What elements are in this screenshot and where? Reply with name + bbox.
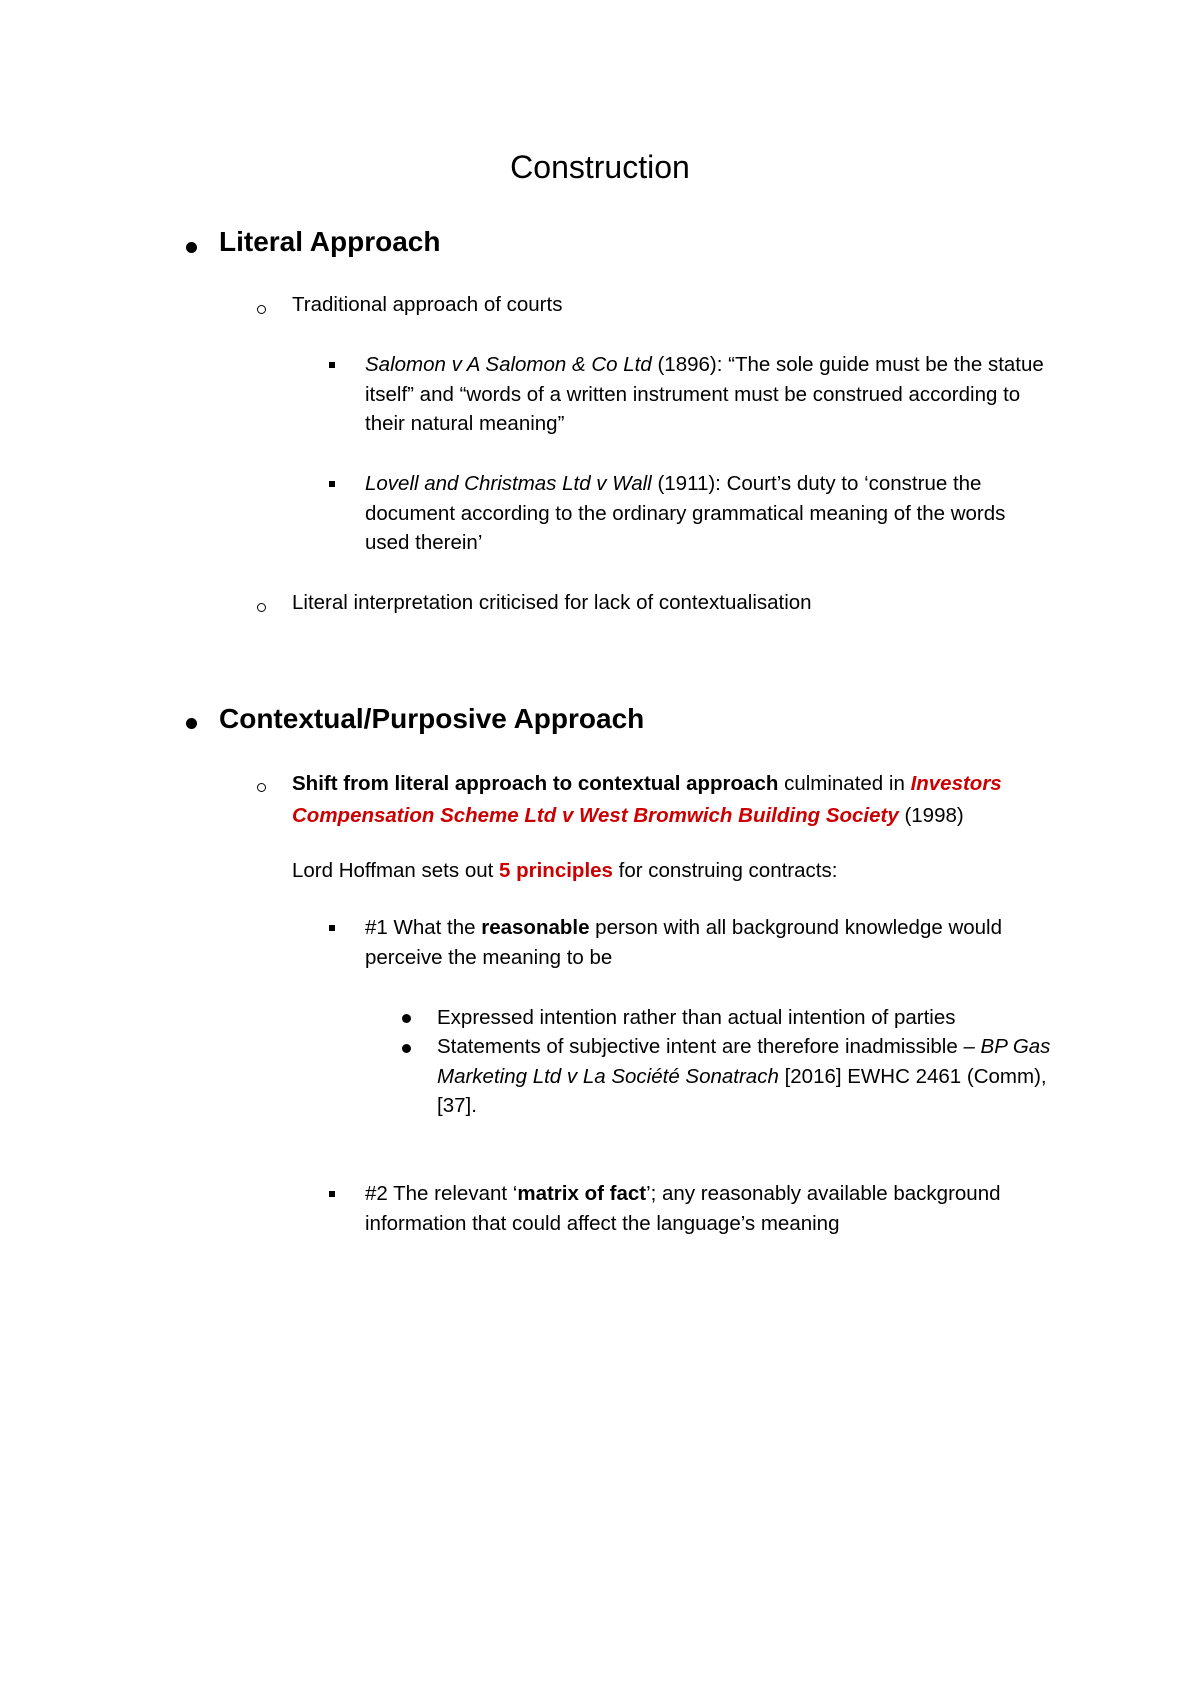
salomon-case-text: (1896): “The sole guide must be the statue itself” and “words of a written instrument must be construed according to their natural meaning” <box>365 353 1044 435</box>
bullet-dot-icon <box>186 718 197 729</box>
principle-2-item <box>365 1179 1065 1238</box>
bp-gas-case-name: – BP Gas Marketing Ltd v La Société Sonatrach <box>437 1035 1051 1088</box>
principle-2-pre: #2 The relevant ‘ <box>365 1182 518 1205</box>
bullet-dot-icon <box>402 1044 411 1053</box>
principle-1-sub-2 <box>437 1032 1052 1121</box>
salomon-case-name: Salomon v A Salomon & Co Ltd <box>365 353 652 376</box>
hoffman-pre-text: Lord Hoffman sets out <box>292 859 500 882</box>
heading-literal-approach: Literal Approach <box>219 226 441 257</box>
principle-1-pre: #1 What the <box>365 916 482 939</box>
shift-item <box>292 768 1062 832</box>
shift-year-text: (1998) <box>898 804 964 827</box>
literal-criticised-item: Literal interpretation criticised for lack of contextualisation <box>292 591 812 614</box>
bullet-dot-icon <box>402 1014 411 1023</box>
hoffman-principles-text: 5 principles <box>499 859 613 882</box>
lovell-case-item <box>365 469 1055 558</box>
shift-bold-text: Shift from literal approach to contextual approach <box>292 772 779 795</box>
principle-1-item <box>365 913 1065 972</box>
bullet-square-icon <box>329 1191 335 1197</box>
shift-mid-text: culminated in <box>778 772 911 795</box>
bullet-circle-icon <box>257 603 266 612</box>
principle-1-sub-2-text: Statements of subjective intent are therefore inadmissible <box>437 1035 958 1058</box>
principle-1-post: person with all background knowledge would perceive the meaning to be <box>365 916 1003 969</box>
lovell-case-name: Lovell and Christmas Ltd v Wall <box>365 472 652 495</box>
lovell-case-text: (1911): Court’s duty to ‘construe the document according to the ordinary grammatical meaning of the words used therein’ <box>365 472 1006 554</box>
bullet-circle-icon <box>257 305 266 314</box>
bullet-square-icon <box>329 481 335 487</box>
hoffman-post-text: for construing contracts: <box>612 859 838 882</box>
bullet-square-icon <box>329 925 335 931</box>
investors-case-name: Investors Compensation Scheme Ltd v West Bromwich Building Society <box>292 772 1002 827</box>
principle-1-sub-1: Expressed intention rather than actual intention of parties <box>437 1006 956 1029</box>
principle-2-post: ’; any reasonably available background information that could affect the language’s meaning <box>365 1182 1001 1235</box>
principle-1-bold: reasonable <box>481 916 590 939</box>
page-title: Construction <box>510 149 690 185</box>
bp-gas-citation: [2016] EWHC 2461 (Comm), [37]. <box>437 1064 1047 1117</box>
bullet-dot-icon <box>186 242 197 253</box>
bullet-square-icon <box>329 362 335 368</box>
heading-contextual-approach: Contextual/Purposive Approach <box>219 703 645 734</box>
salomon-case-item <box>365 350 1055 439</box>
literal-traditional-item: Traditional approach of courts <box>292 293 563 316</box>
hoffman-line <box>292 856 837 886</box>
bullet-circle-icon <box>257 783 266 792</box>
principle-2-bold: matrix of fact <box>517 1182 647 1205</box>
